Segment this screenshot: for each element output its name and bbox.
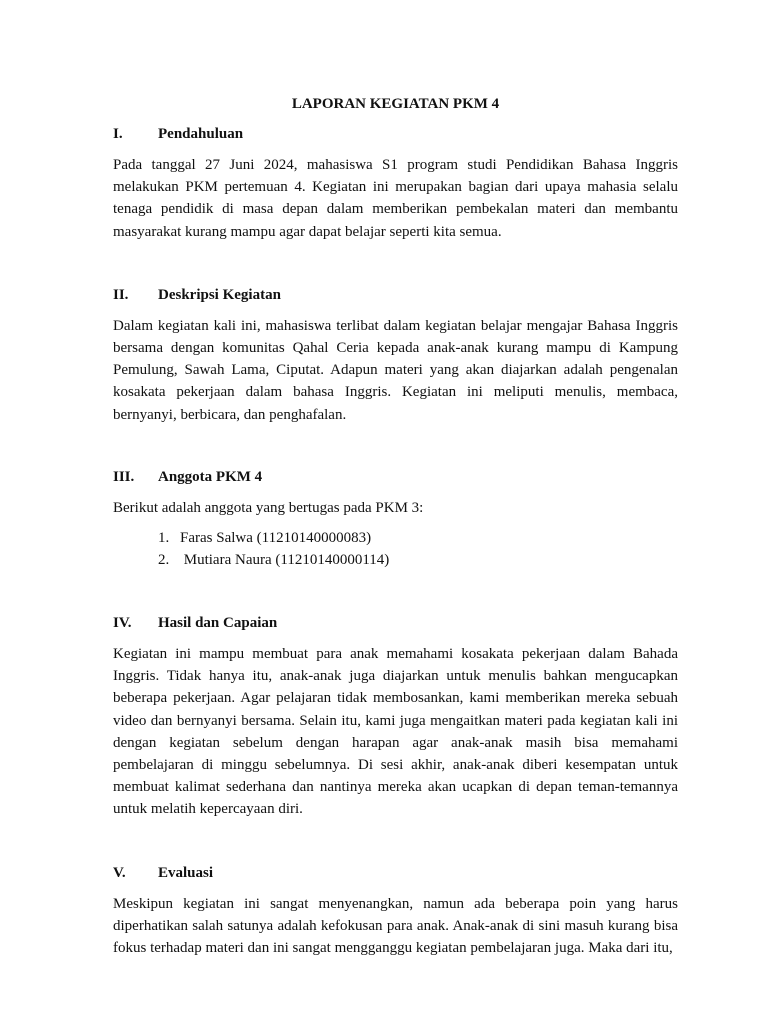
list-item-index: 1.: [158, 530, 170, 547]
section-number: II.: [113, 286, 129, 303]
list-item: [113, 527, 678, 549]
section-title: Hasil dan Capaian: [158, 615, 278, 632]
section-heading-evaluasi: [113, 862, 678, 884]
section-title: Anggota PKM 4: [158, 468, 263, 485]
section-paragraph-deskripsi: Dalam kegiatan kali ini, mahasiswa terlibat dalam kegiatan belajar mengajar Bahasa Inggris bersama dengan komunitas Qahal Ceria kepada anak-anak kurang mampu di Kampung Pemulung, Sawah Lama, Ciputat. Adapun materi yang akan diajarkan adalah pengenalan kosakata pekerjaan dalam bahasa Inggris. Kegiatan ini meliputi menulis, membaca, bernyanyi, berbicara, dan penghafalan.: [113, 317, 678, 423]
section-paragraph-anggota: Berikut adalah anggota yang bertugas pada PKM 3:: [113, 499, 424, 516]
section-heading-pendahuluan: [113, 123, 678, 145]
section-paragraph-evaluasi: Meskipun kegiatan ini sangat menyenangkan, namun ada beberapa poin yang harus diperhatikan salah satunya adalah kefokusan para anak. Anak-anak di sini masuh kurang bisa fokus terhadap materi dan ini sangat mengganggu kegiatan pembelajaran juga. Maka dari itu,: [113, 895, 678, 957]
section-number: IV.: [113, 615, 132, 632]
section-title: Pendahuluan: [158, 126, 244, 142]
list-item-text: Mutiara Naura (11210140000114): [180, 552, 390, 569]
list-item: [113, 549, 678, 571]
section-title: Deskripsi Kegiatan: [158, 286, 281, 303]
section-number: III.: [113, 468, 135, 485]
section-heading-hasil: [113, 612, 678, 634]
section-number: I.: [113, 126, 123, 142]
section-number: V.: [113, 864, 126, 881]
document-title: LAPORAN KEGIATAN PKM 4: [291, 96, 500, 112]
list-item-index: 2.: [158, 552, 170, 569]
section-heading-anggota: [113, 466, 678, 488]
section-title: Evaluasi: [158, 864, 214, 881]
section-paragraph-hasil: Kegiatan ini mampu membuat para anak memahami kosakata pekerjaan dalam Bahada Inggris. Tidak hanya itu, anak-anak juga diajarkan untuk menulis bahkan mengucapkan beberapa pekerjaan. Agar pelajaran tidak membosankan, kami memberikan mereka sebuah video dan bernyanyi bersama. Selain itu, kami juga mengaitkan materi pada kegiatan kali ini dengan kegiatan sebelum dengan harapan agar anak-anak masih bisa memahami pembelajaran di minggu sebelumnya. Di sesi akhir, anak-anak diberi kesempatan untuk membuat kalimat sederhana dan nantinya mereka akan ucapkan di depan teman-temannya untuk melatih kepercayaan diri.: [113, 646, 678, 818]
section-paragraph-pendahuluan: Pada tanggal 27 Juni 2024, mahasiswa S1 program studi Pendidikan Bahasa Inggris melakukan PKM pertemuan 4. Kegiatan ini merupakan bagian dari upaya mahasia selalu tenaga pendidik di masa depan dalam memberikan pembekalan materi dan membantu masyarakat kurang mampu agar dapat belajar seperti kita semua.: [113, 157, 678, 240]
document-page: [113, 93, 678, 959]
section-heading-deskripsi: [113, 284, 678, 306]
member-list: [113, 527, 678, 571]
list-item-text: Faras Salwa (11210140000083): [180, 530, 372, 547]
